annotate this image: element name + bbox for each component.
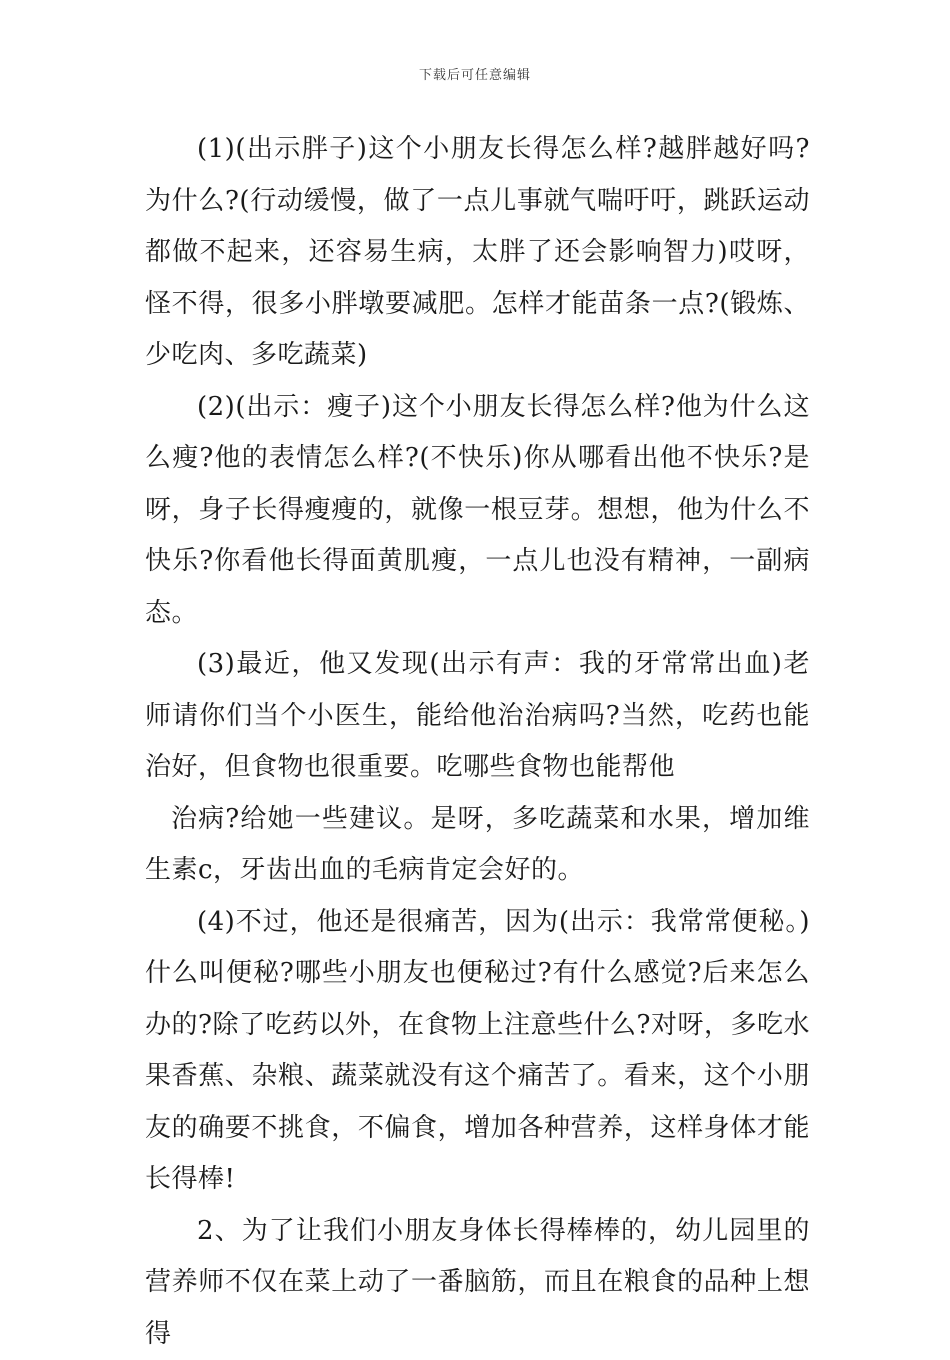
paragraph-4: 治病?给她一些建议。是呀，多吃蔬菜和水果，增加维生素c，牙齿出血的毛病肯定会好的。 [145, 794, 810, 897]
page-header-note: 下载后可任意编辑 [0, 64, 950, 83]
document-body [145, 124, 810, 1360]
paragraph-2: (2)(出示：瘦子)这个小朋友长得怎么样?他为什么这么瘦?他的表情怎么样?(不快乐)你从哪看出他不快乐?是呀，身子长得瘦瘦的，就像一根豆芽。想想，他为什么不快乐?你看他长得面黄肌瘦，一点儿也没有精神，一副病态。 [145, 382, 810, 640]
paragraph-1: (1)(出示胖子)这个小朋友长得怎么样?越胖越好吗?为什么?(行动缓慢，做了一点儿事就气喘吁吁，跳跃运动都做不起来，还容易生病，太胖了还会影响智力)哎呀，怪不得，很多小胖墩要减肥。怎样才能苗条一点?(锻炼、少吃肉、多吃蔬菜) [145, 124, 810, 382]
paragraph-5: (4)不过，他还是很痛苦，因为(出示：我常常便秘。)什么叫便秘?哪些小朋友也便秘过?有什么感觉?后来怎么办的?除了吃药以外，在食物上注意些什么?对呀，多吃水果香蕉、杂粮、蔬菜就没有这个痛苦了。看来，这个小朋友的确要不挑食，不偏食，增加各种营养，这样身体才能长得棒! [145, 897, 810, 1206]
paragraph-6: 2、为了让我们小朋友身体长得棒棒的，幼儿园里的营养师不仅在菜上动了一番脑筋，而且在粮食的品种上想得 [145, 1206, 810, 1360]
paragraph-3: (3)最近，他又发现(出示有声：我的牙常常出血)老师请你们当个小医生，能给他治治病吗?当然，吃药也能治好，但食物也很重要。吃哪些食物也能帮他 [145, 639, 810, 794]
